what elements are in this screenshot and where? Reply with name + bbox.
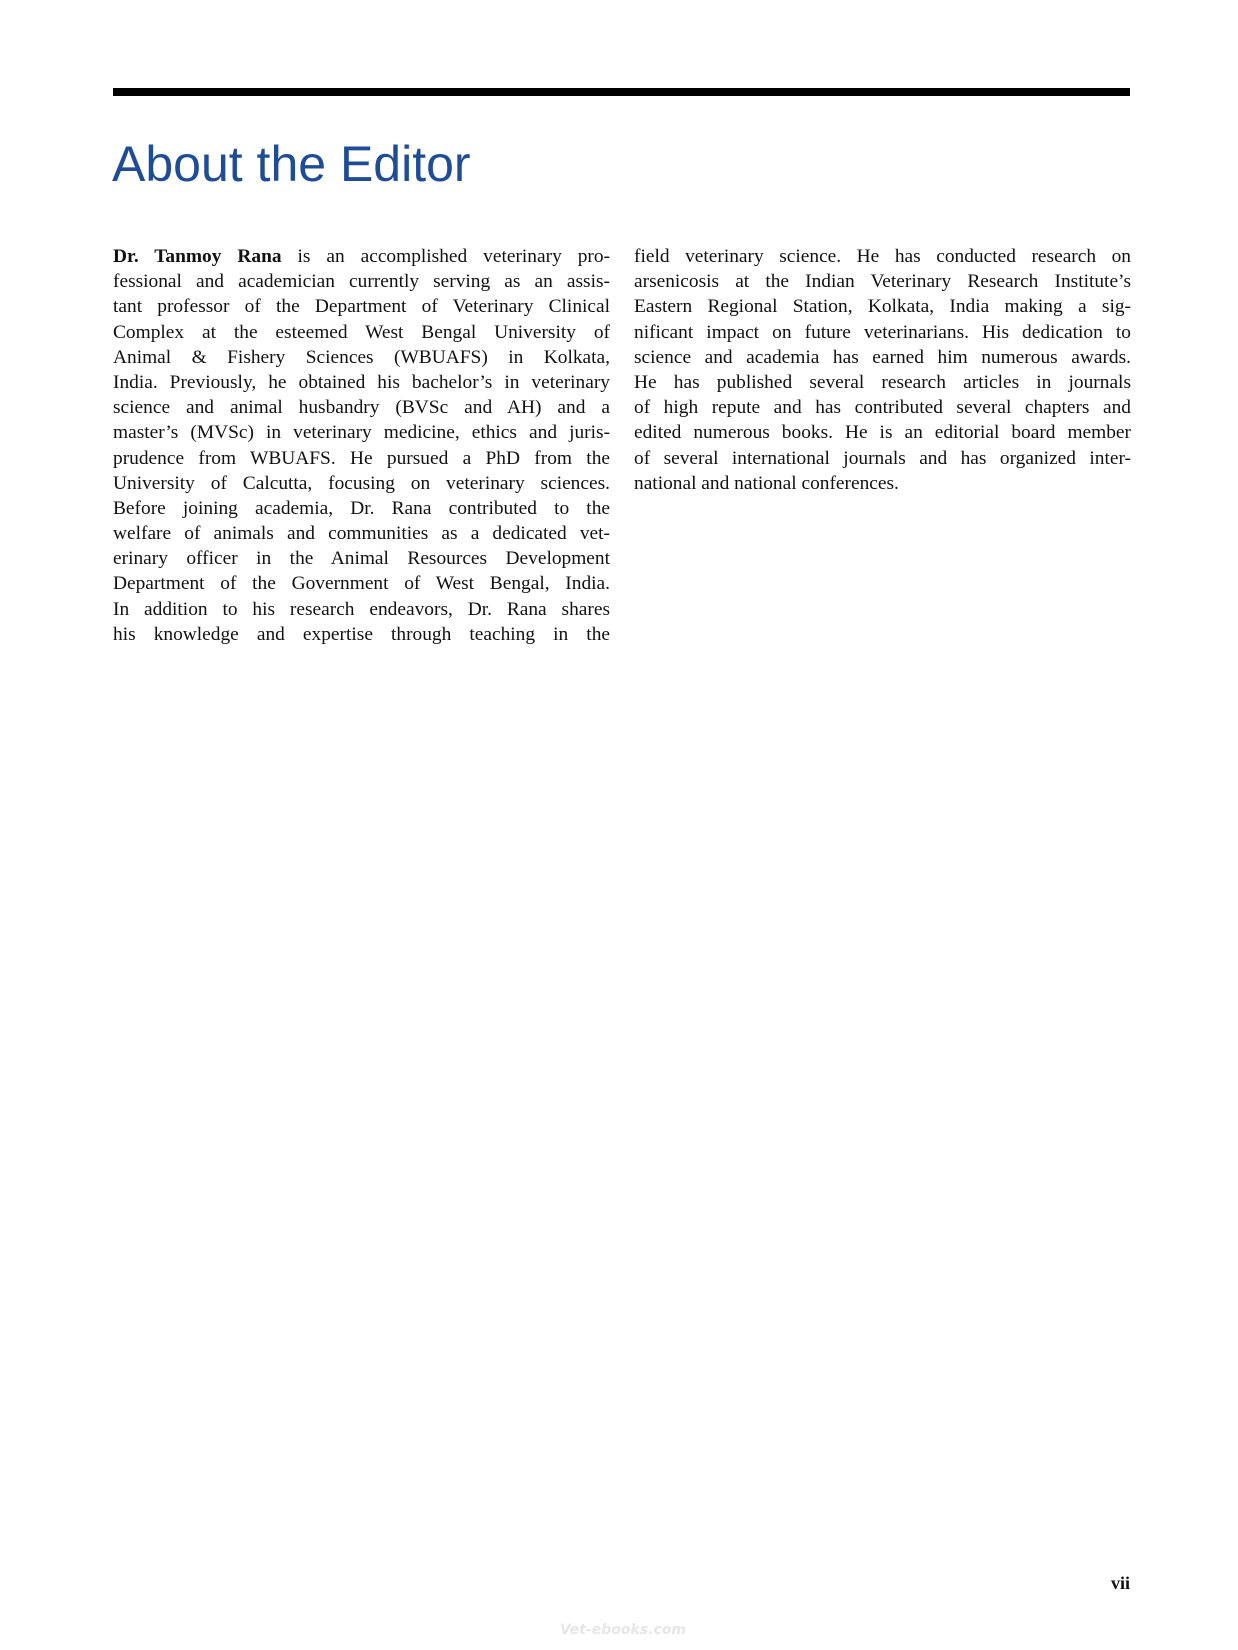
bio-line: Eastern Regional Station, Kolkata, India making a sig-: [634, 296, 1131, 318]
bio-paragraph-start: [113, 244, 610, 647]
bio-line: Before joining academia, Dr. Rana contributed to the: [113, 497, 610, 519]
bio-line: erinary officer in the Animal Resources Development: [113, 548, 610, 570]
bio-line-final: national and national conferences.: [634, 472, 899, 494]
bio-line: his knowledge and expertise through teaching in the: [113, 623, 610, 645]
author-name: Dr. Tanmoy Rana: [113, 246, 282, 267]
bio-line: prudence from WBUAFS. He pursued a PhD from the: [113, 447, 610, 469]
bio-line-1-text: is an accomplished veterinary pro-: [281, 246, 611, 267]
top-rule: [113, 88, 1130, 96]
bio-line: Department of the Government of West Bengal, India.: [113, 573, 610, 595]
bio-line: welfare of animals and communities as a dedicated vet-: [113, 523, 610, 545]
right-column: [634, 244, 1131, 496]
bio-line: Animal & Fishery Sciences (WBUAFS) in Kolkata,: [113, 346, 610, 368]
bio-line: master’s (MVSc) in veterinary medicine, ethics and juris-: [113, 422, 610, 444]
bio-line: of high repute and has contributed several chapters and: [634, 397, 1131, 419]
bio-line: nificant impact on future veterinarians. His dedication to: [634, 321, 1131, 343]
bio-line: science and academia has earned him numerous awards.: [634, 346, 1131, 368]
page-number: vii: [1110, 1573, 1130, 1593]
bio-line: He has published several research articles in journals: [634, 371, 1131, 393]
bio-line: In addition to his research endeavors, Dr. Rana shares: [113, 598, 610, 620]
bio-line: University of Calcutta, focusing on veterinary sciences.: [113, 472, 610, 494]
page-title: About the Editor: [112, 136, 471, 192]
bio-paragraph-continued: [634, 244, 1131, 496]
bio-line-1: [113, 244, 610, 269]
bio-line: edited numerous books. He is an editorial board member: [634, 422, 1131, 444]
bio-line: Complex at the esteemed West Bengal University of: [113, 321, 610, 343]
bio-line: fessional and academician currently serving as an assis-: [113, 271, 610, 293]
bio-line: India. Previously, he obtained his bachelor’s in veterinary: [113, 371, 610, 393]
bio-line: science and animal husbandry (BVSc and AH) and a: [113, 397, 610, 419]
bio-line: field veterinary science. He has conducted research on: [634, 246, 1131, 267]
bio-line: of several international journals and has organized inter-: [634, 447, 1131, 469]
bio-line: arsenicosis at the Indian Veterinary Research Institute’s: [634, 271, 1131, 293]
bio-line: tant professor of the Department of Veterinary Clinical: [113, 296, 610, 318]
left-column: [113, 244, 610, 647]
watermark: Vet-ebooks.com: [559, 1622, 687, 1638]
